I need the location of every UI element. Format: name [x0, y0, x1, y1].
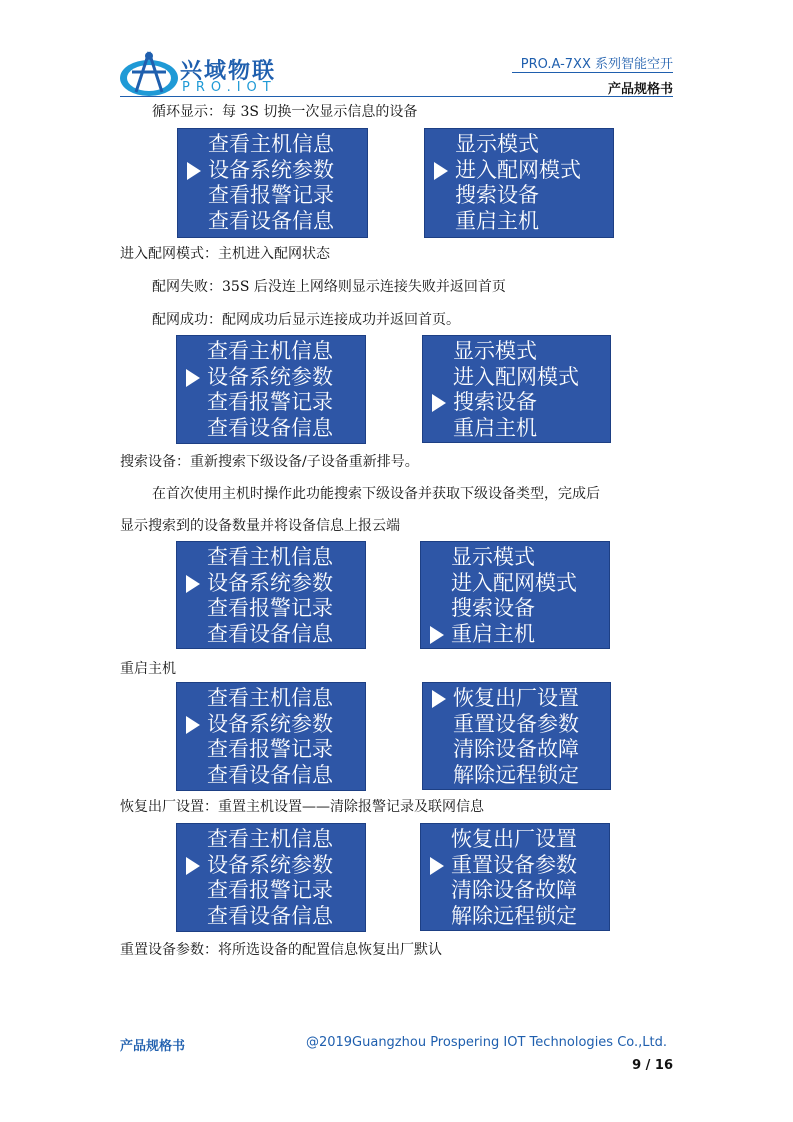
paragraph-cycle-display: 循环显示：每 3S 切换一次显示信息的设备 — [152, 104, 418, 120]
menu-item: 查看主机信息 — [207, 686, 333, 710]
menu-item: 查看主机信息 — [207, 339, 333, 363]
paragraph-enter-pairing: 进入配网模式：主机进入配网状态 — [120, 246, 330, 262]
menu-item: 设备系统参数 — [208, 157, 334, 182]
header-doc-type: 产品规格书 — [607, 82, 673, 97]
menu-item: 搜索设备 — [453, 390, 537, 414]
menu-item: 设备系统参数 — [207, 711, 333, 736]
logo-english-name: PRO.IOT — [182, 80, 277, 95]
menu-item: 重启主机 — [451, 621, 535, 646]
paragraph-pairing-success: 配网成功：配网成功后显示连接成功并返回首页。 — [152, 312, 460, 328]
menu-item: 查看报警记录 — [207, 878, 333, 902]
selection-arrow-icon — [187, 162, 201, 180]
menu-item: 查看设备信息 — [207, 762, 333, 787]
menu-item: 搜索设备 — [451, 596, 535, 620]
product-series: PRO.A-7XX 系列智能空开 — [520, 57, 673, 72]
lcd-screen-main-menu — [176, 823, 366, 932]
paragraph-search-devices: 搜索设备：重新搜索下级设备/子设备重新排号。 — [120, 454, 419, 470]
paragraph-first-use: 在首次使用主机时操作此功能搜索下级设备并获取下级设备类型，完成后 — [152, 486, 600, 502]
lcd-screen-settings-menu — [422, 335, 611, 443]
lcd-screen-reset-menu — [422, 682, 611, 790]
selection-arrow-icon — [434, 162, 448, 180]
menu-item: 重启主机 — [453, 415, 537, 440]
menu-item: 查看设备信息 — [207, 903, 333, 928]
page-number: 9 / 16 — [632, 1058, 673, 1073]
menu-item: 重启主机 — [455, 208, 539, 233]
menu-item: 设备系统参数 — [207, 570, 333, 595]
lcd-screen-main-menu — [176, 541, 366, 649]
menu-item: 进入配网模式 — [453, 364, 579, 389]
selection-arrow-icon — [186, 857, 200, 875]
menu-item: 恢复出厂设置 — [453, 686, 579, 710]
company-logo — [118, 48, 288, 98]
menu-item: 查看设备信息 — [208, 208, 334, 233]
menu-item: 查看主机信息 — [208, 132, 334, 156]
menu-item: 查看设备信息 — [207, 621, 333, 646]
logo-chinese-name: 兴域物联 — [180, 59, 277, 84]
menu-item: 显示模式 — [455, 132, 539, 156]
footer-doc-type: 产品规格书 — [120, 1039, 186, 1054]
lcd-screen-reset-menu — [420, 823, 610, 931]
menu-item: 查看主机信息 — [207, 545, 333, 569]
menu-item: 进入配网模式 — [451, 570, 577, 595]
menu-item: 进入配网模式 — [455, 157, 581, 182]
menu-item: 查看报警记录 — [208, 183, 334, 207]
lcd-screen-main-menu — [177, 128, 368, 238]
menu-item: 清除设备故障 — [453, 737, 579, 761]
menu-item: 重置设备参数 — [453, 711, 579, 736]
selection-arrow-icon — [186, 369, 200, 387]
menu-item: 查看报警记录 — [207, 596, 333, 620]
menu-item: 显示模式 — [451, 545, 535, 569]
menu-item: 查看设备信息 — [207, 415, 333, 440]
menu-item: 查看报警记录 — [207, 390, 333, 414]
selection-arrow-icon — [186, 575, 200, 593]
lcd-screen-main-menu — [176, 335, 366, 444]
selection-arrow-icon — [432, 690, 446, 708]
paragraph-reset-device-params: 重置设备参数：将所选设备的配置信息恢复出厂默认 — [120, 942, 442, 958]
menu-item: 查看主机信息 — [207, 827, 333, 851]
header-divider-short — [512, 72, 673, 73]
paragraph-pairing-failed: 配网失败：35S 后没连上网络则显示连接失败并返回首页 — [152, 279, 506, 295]
menu-item: 显示模式 — [453, 339, 537, 363]
logo-icon — [118, 48, 180, 98]
menu-item: 设备系统参数 — [207, 364, 333, 389]
menu-item: 搜索设备 — [455, 183, 539, 207]
menu-item: 查看报警记录 — [207, 737, 333, 761]
header-divider — [120, 96, 673, 97]
selection-arrow-icon — [430, 626, 444, 644]
menu-item: 设备系统参数 — [207, 852, 333, 877]
menu-item: 重置设备参数 — [451, 852, 577, 877]
footer-copyright: @2019Guangzhou Prospering IOT Technologies Co.,Ltd. — [305, 1035, 667, 1050]
paragraph-factory-reset: 恢复出厂设置：重置主机设置——清除报警记录及联网信息 — [120, 799, 484, 815]
selection-arrow-icon — [430, 857, 444, 875]
menu-item: 恢复出厂设置 — [451, 827, 577, 851]
selection-arrow-icon — [186, 716, 200, 734]
menu-item: 清除设备故障 — [451, 878, 577, 902]
menu-item: 解除远程锁定 — [451, 903, 577, 928]
menu-item: 解除远程锁定 — [453, 762, 579, 787]
selection-arrow-icon — [432, 394, 446, 412]
lcd-screen-settings-menu — [420, 541, 610, 649]
paragraph-restart-host: 重启主机 — [120, 661, 176, 677]
lcd-screen-main-menu — [176, 682, 366, 791]
lcd-screen-settings-menu — [424, 128, 614, 238]
paragraph-first-use-cont: 显示搜索到的设备数量并将设备信息上报云端 — [120, 518, 400, 534]
